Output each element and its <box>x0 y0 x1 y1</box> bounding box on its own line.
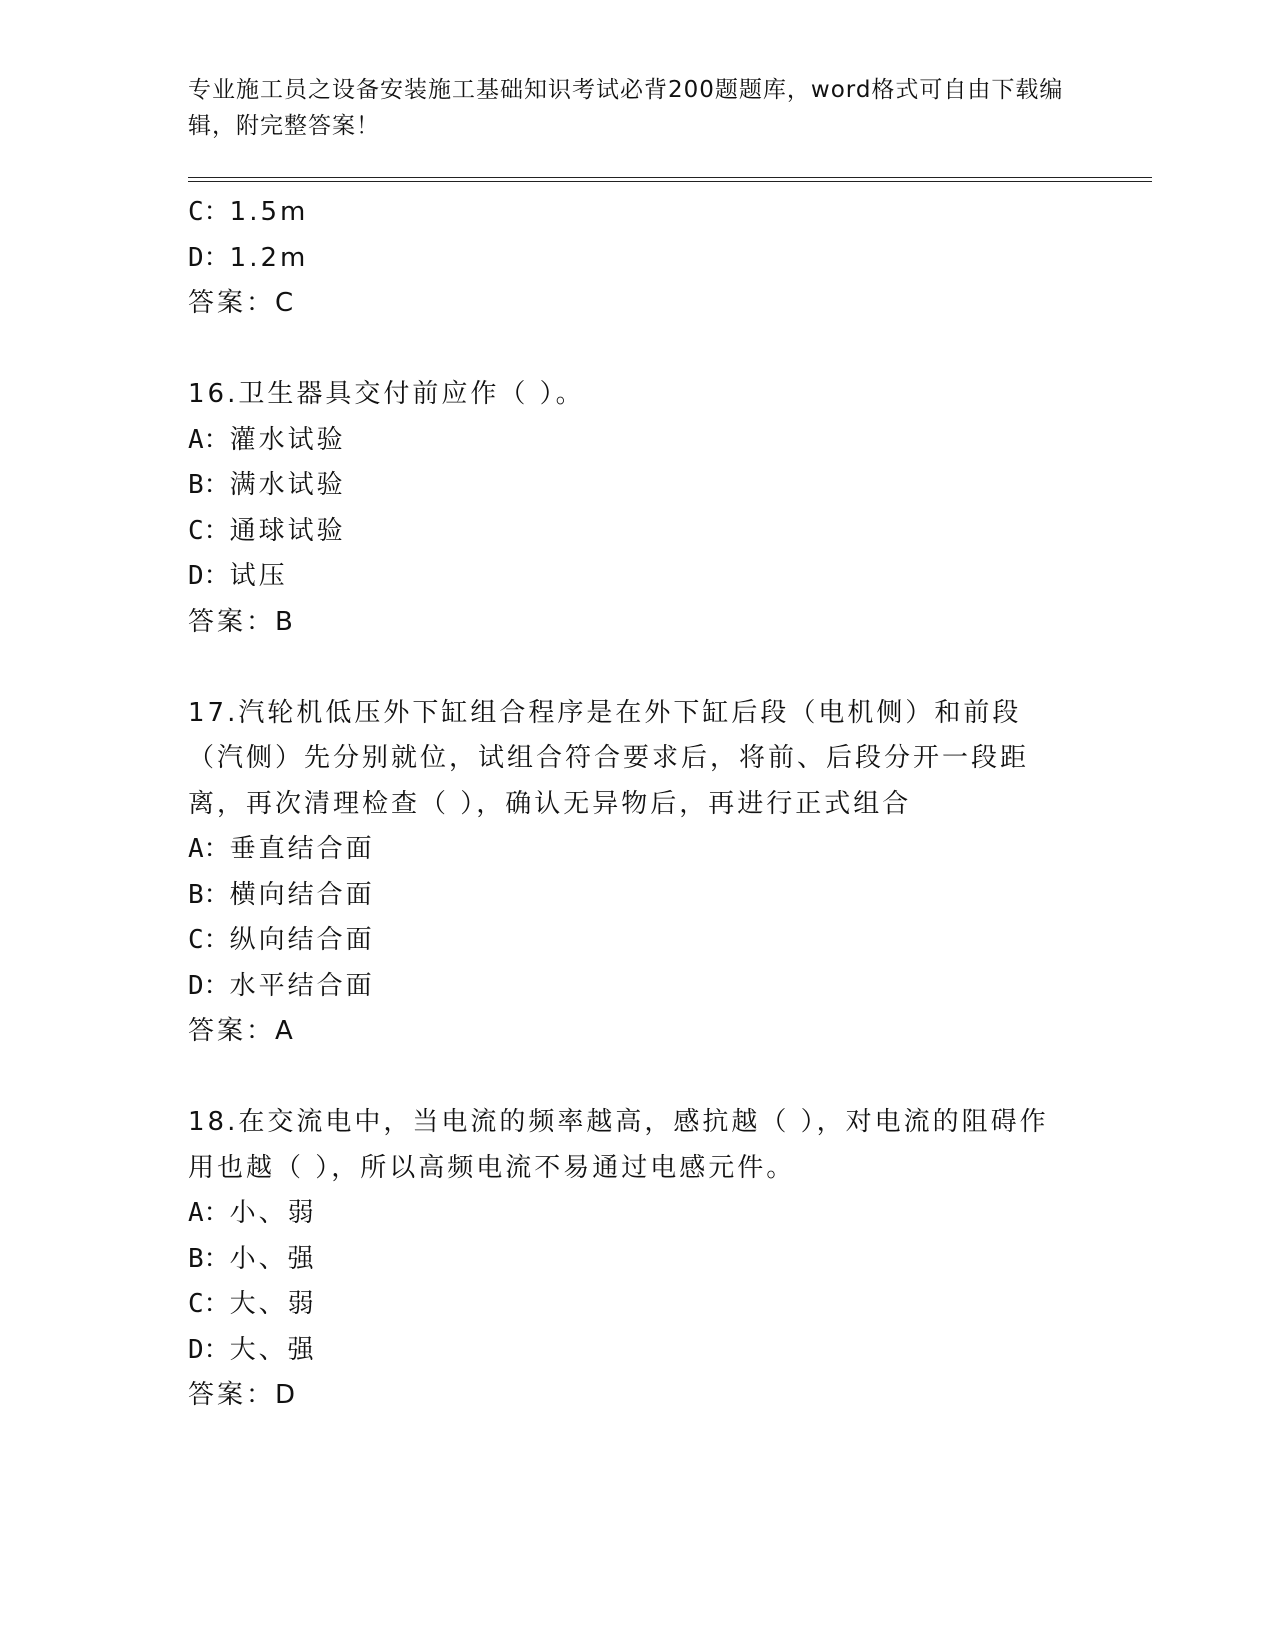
option-b <box>188 463 1068 509</box>
answer-line: 答案：B <box>188 606 296 637</box>
option-letter: A： <box>188 1198 230 1228</box>
option-letter: B： <box>188 470 230 500</box>
option-text: 小、弱 <box>229 1198 317 1228</box>
answer-line: 答案：D <box>188 1380 299 1410</box>
option-text: 纵向结合面 <box>229 925 375 955</box>
option-letter: B： <box>188 879 230 910</box>
option-a <box>188 827 1068 873</box>
option-c <box>188 190 1068 236</box>
option-letter: A： <box>188 834 230 864</box>
option-c <box>188 1282 1068 1328</box>
question-stem: 16.卫生器具交付前应作（ ）。 <box>188 379 585 409</box>
option-letter: A： <box>188 424 230 455</box>
option-letter: C： <box>188 1289 230 1319</box>
option-letter: B： <box>188 1243 230 1274</box>
spacer <box>188 645 1068 691</box>
option-d <box>188 1328 1068 1374</box>
option-letter: C： <box>188 515 230 546</box>
option-letter: D： <box>188 242 230 273</box>
option-text: 满水试验 <box>229 470 346 500</box>
option-letter: D： <box>188 1334 230 1365</box>
option-a <box>188 418 1068 464</box>
option-text: 大、弱 <box>229 1289 317 1319</box>
option-letter: D： <box>188 970 230 1001</box>
option-text: 大、强 <box>229 1334 317 1365</box>
question-18 <box>188 1100 1068 1419</box>
option-text: 通球试验 <box>229 515 346 546</box>
answer-line: 答案：A <box>188 1016 296 1046</box>
option-text: 横向结合面 <box>229 879 375 910</box>
option-text: 水平结合面 <box>229 970 375 1001</box>
option-c <box>188 918 1068 964</box>
question-17 <box>188 691 1068 1055</box>
header-divider-top <box>188 177 1152 178</box>
option-text: 1.5m <box>229 197 309 227</box>
option-letter: D： <box>188 561 230 591</box>
question-16 <box>188 372 1068 645</box>
option-letter: C： <box>188 925 230 955</box>
option-letter: C： <box>188 197 230 227</box>
option-d <box>188 554 1068 600</box>
option-text: 1.2m <box>229 242 309 273</box>
question-list <box>188 190 1068 1419</box>
option-b <box>188 873 1068 919</box>
document-header <box>188 72 1088 144</box>
spacer <box>188 1055 1068 1101</box>
option-text: 垂直结合面 <box>229 834 375 864</box>
answer-line: 答案：C <box>188 288 297 318</box>
option-text: 小、强 <box>229 1243 317 1274</box>
question-15-continuation <box>188 190 1068 327</box>
option-c <box>188 509 1068 555</box>
header-divider-bottom <box>188 181 1152 182</box>
option-text: 试压 <box>229 561 288 591</box>
option-text: 灌水试验 <box>229 424 346 455</box>
question-stem: 18.在交流电中，当电流的频率越高，感抗越（ ），对电流的阻碍作用也越（ ），所以高频电流不易通过电感元件。 <box>188 1107 1049 1183</box>
spacer <box>188 327 1068 373</box>
option-d <box>188 236 1068 282</box>
question-stem: 17.汽轮机低压外下缸组合程序是在外下缸后段（电机侧）和前段（汽侧）先分别就位，试组合符合要求后，将前、后段分开一段距离，再次清理检查（ ），确认无异物后，再进行正式组合 <box>188 697 1030 819</box>
option-d <box>188 964 1068 1010</box>
option-b <box>188 1237 1068 1283</box>
header-title: 专业施工员之设备安装施工基础知识考试必背200题题库，word格式可自由下载编辑，附完整答案！ <box>188 77 1064 139</box>
option-a <box>188 1191 1068 1237</box>
